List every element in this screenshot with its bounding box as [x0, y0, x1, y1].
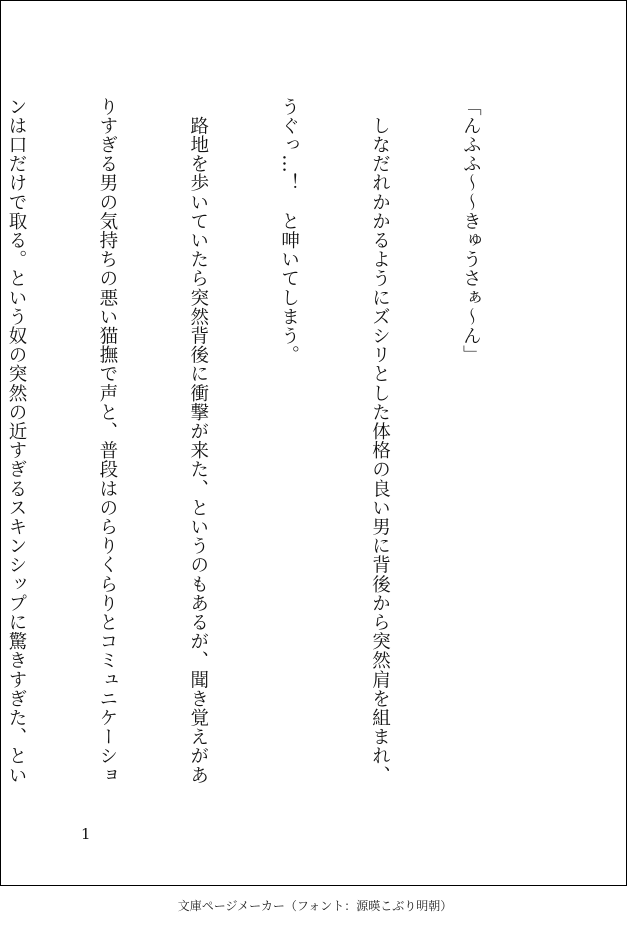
text-line: しなだれかかるようにズシリとした体格の良い男に背後から突然肩を組まれ、	[369, 97, 391, 785]
text-line: うぐっ…！ と呻いてしまう。	[278, 97, 300, 365]
vertical-text-body	[0, 97, 546, 837]
text-line: りすぎる男の気持ちの悪い猫撫で声と、普段はのらりくらりとコミュニケーショ	[96, 97, 118, 785]
text-line: ンは口だけで取る。という奴の突然の近すぎるスキンシップに驚きすぎた、とい	[5, 97, 27, 785]
text-line: 「んふふ～～きゅうさぁ～ん」	[460, 97, 482, 365]
footer-caption: 文庫ページメーカー（フォント：源暎こぶり明朝）	[177, 899, 453, 913]
page-number: 1	[81, 825, 91, 843]
text-line: 路地を歩いていたら突然背後に衝撃が来た、というのもあるが、聞き覚えがあ	[187, 97, 209, 785]
